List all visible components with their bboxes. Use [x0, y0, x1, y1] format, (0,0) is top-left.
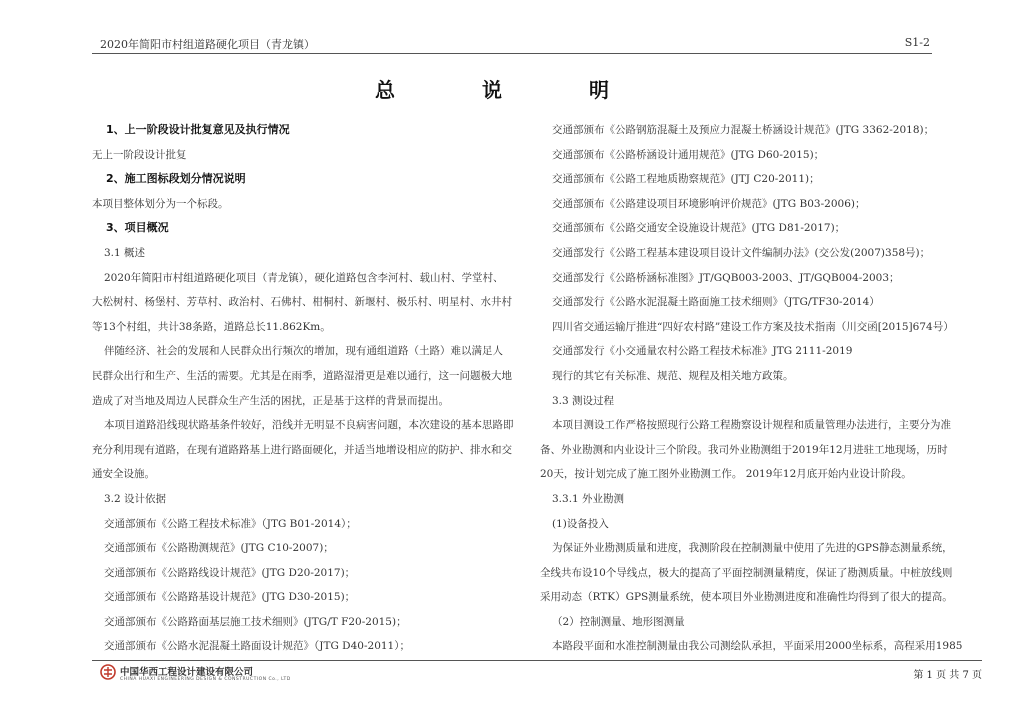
footer-divider [92, 660, 982, 661]
project-title: 2020年简阳市村组道路硬化项目（青龙镇） [100, 38, 315, 51]
overview-paragraph-2 [92, 339, 516, 413]
page-number: 第 1 页 共 7 页 [913, 670, 982, 681]
company-logo-icon [100, 664, 116, 680]
reference-item: 交通部发行《公路工程基本建设项目设计文件编制办法》(交公发(2007)358号)； [552, 246, 931, 259]
right-column [540, 118, 972, 659]
company-name-en: CHINA HUAXI ENGINEERING DESIGN & CONSTRUCTION Co., LTD [120, 677, 291, 682]
company-name: 中国华西工程设计建设有限公司 [120, 667, 254, 678]
reference-item: 交通部颁布《公路勘测规范》(JTG C10-2007)； [104, 542, 334, 555]
subheading-control-survey: （2）控制测量、地形图测量 [552, 615, 685, 628]
reference-item: 交通部颁布《公路水泥混凝土路面设计规范》（JTG D40-2011）； [104, 640, 410, 653]
overview-paragraph-1 [92, 266, 516, 340]
subsection-3-1-title: 3.1 概述 [104, 246, 146, 259]
reference-item: 四川省交通运输厅推进“四好农村路”建设工作方案及技术指南（川交函[2015]674号） [552, 320, 954, 333]
text-line: 采用动态（RTK）GPS测量系统，使本项目外业勘测进度和准确性均得到了很大的提高。 [540, 591, 953, 604]
equipment-paragraph [540, 536, 972, 610]
text-line: 等13个村组，共计38条路，道路总长11.862Km。 [92, 320, 331, 333]
subsection-3-3-1-title: 3.3.1 外业勘测 [552, 492, 625, 505]
survey-process-paragraph [540, 413, 972, 487]
reference-item: 交通部颁布《公路工程地质勘察规范》(JTJ C20-2011)； [552, 173, 820, 186]
text-line: 大松树村、杨堡村、芳草村、政治村、石佛村、柑桐村、新堰村、极乐村、明星村、水井村 [92, 296, 512, 309]
subsection-3-2-title: 3.2 设计依据 [104, 492, 167, 505]
reference-item: 交通部发行《公路桥涵标准图》JT/GQB003-2003、JT/GQB004-2003； [552, 271, 900, 284]
reference-item: 交通部颁布《公路工程技术标准》（JTG B01-2014）； [104, 517, 357, 530]
page-header [92, 36, 932, 52]
section-heading-3: 3、项目概况 [106, 221, 169, 235]
reference-item: 交通部颁布《公路钢筋混凝土及预应力混凝土桥涵设计规范》(JTG 3362-2018)； [552, 124, 935, 136]
text-line: 民群众出行和生产、生活的需要。尤其是在雨季，道路湿滑更是难以通行，这一问题极大地 [92, 369, 512, 382]
text-line: 备、外业勘测和内业设计三个阶段。我司外业勘测组于2019年12月进驻工地现场，历时 [540, 443, 948, 456]
text-line: 为保证外业勘测质量和进度，我测阶段在控制测量中使用了先进的GPS静态测量系统， [552, 542, 953, 555]
control-survey-text: 本路段平面和水准控制测量由我公司测绘队承担，平面采用2000坐标系，高程采用1985 [552, 640, 963, 653]
text-line: 伴随经济、社会的发展和人民群众出行频次的增加，现有通组道路（土路）难以满足人 [104, 345, 503, 358]
section-2-text: 本项目整体划分为一个标段。 [92, 197, 229, 210]
text-line: 本项目道路沿线现状路基条件较好，沿线并无明显不良病害问题，本次建设的基本思路即 [104, 419, 514, 432]
subheading-equipment: (1)设备投入 [552, 517, 609, 530]
reference-item: 交通部颁布《公路路面基层施工技术细则》(JTG/T F20-2015)； [104, 615, 407, 628]
text-line: 20天，按计划完成了施工图外业勘测工作。 2019年12月底开始内业设计阶段。 [540, 468, 912, 481]
header-divider [92, 53, 932, 54]
text-line: 全线共布设10个导线点，极大的提高了平面控制测量精度，保证了勘测质量。中桩放线则 [540, 566, 953, 579]
section-heading-1: 1、上一阶段设计批复意见及执行情况 [106, 123, 290, 136]
section-1-text: 无上一阶段设计批复 [92, 148, 187, 161]
reference-item: 现行的其它有关标准、规范、规程及相关地方政策。 [552, 369, 794, 382]
left-column [92, 118, 516, 659]
overview-paragraph-3 [92, 413, 516, 487]
text-line: 通安全设施。 [92, 468, 155, 481]
text-line: 本项目测设工作严格按照现行公路工程勘察设计规程和质量管理办法进行，主要分为准 [552, 419, 951, 432]
logo-mark [104, 667, 112, 677]
reference-item: 交通部发行《小交通量农村公路工程技术标准》JTG 2111-2019 [552, 345, 853, 358]
drawing-code: S1-2 [904, 36, 930, 49]
text-line: 造成了对当地及周边人民群众生产生活的困扰，正是基于这样的背景而提出。 [92, 394, 449, 407]
text-line: 2020年简阳市村组道路硬化项目（青龙镇），硬化道路包含李河村、载山村、学堂村、 [104, 271, 504, 284]
section-heading-2: 2、施工图标段划分情况说明 [106, 172, 246, 186]
reference-item: 交通部颁布《公路桥涵设计通用规范》(JTG D60-2015)； [552, 148, 825, 161]
document-title: 总 说 明 [375, 78, 649, 102]
text-line: 充分利用现有道路，在现有道路路基上进行路面硬化，并适当地增设相应的防护、排水和交 [92, 443, 512, 456]
reference-item: 交通部颁布《公路交通安全设施设计规范》(JTG D81-2017)； [552, 222, 846, 235]
reference-item: 交通部颁布《公路路线设计规范》(JTG D20-2017)； [104, 566, 356, 579]
reference-item: 交通部颁布《公路路基设计规范》(JTG D30-2015)； [104, 591, 356, 604]
subsection-3-3-title: 3.3 测设过程 [552, 394, 615, 407]
reference-item: 交通部发行《公路水泥混凝土路面施工技术细则》（JTG/TF30-2014） [552, 296, 880, 309]
reference-item: 交通部颁布《公路建设项目环境影响评价规范》(JTG B03-2006)； [552, 197, 866, 210]
